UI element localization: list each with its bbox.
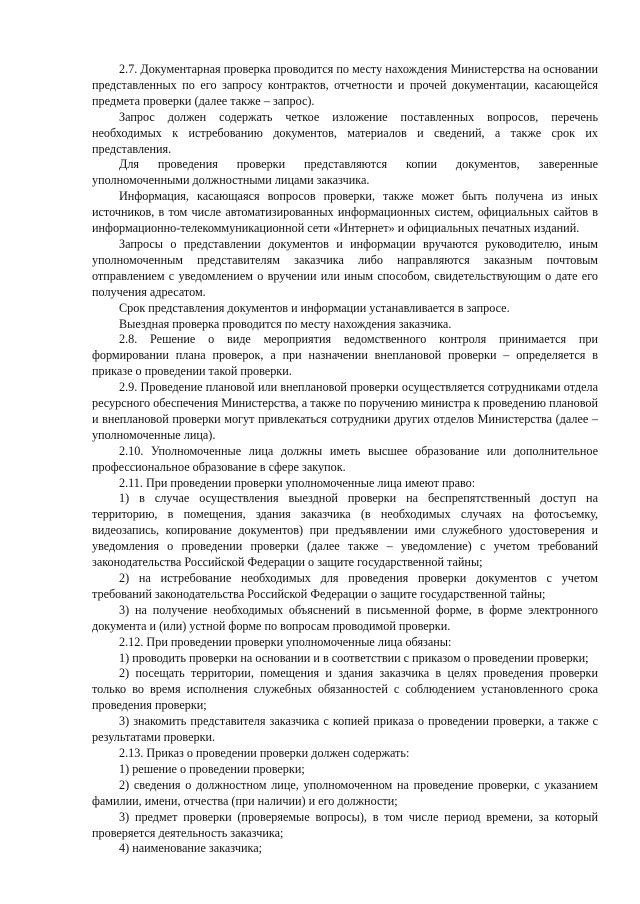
list-item-2-13-1: 1) решение о проведении проверки; <box>119 761 305 776</box>
list-item-2-13-2: 2) сведения о должностном лице, уполномоченном на проведение проверки, с указанием фамилии, имени, отчества (при наличии) и его должности; <box>92 777 598 808</box>
paragraph-request-delivery: Запросы о представлении документов и информации вручаются руководителю, иным уполномоченным представителям заказчика либо направляются заказным почтовым отправлением с уведомлением о вручении или иным способом, свидетельствующим о дате его получения адресатом. <box>92 236 598 299</box>
list-item-2-11-3: 3) на получение необходимых объяснений в письменной форме, в форме электронного документа и (или) устной форме по вопросам проводимой проверки. <box>92 602 598 633</box>
paragraph-2-11: 2.11. При проведении проверки уполномоченные лица имеют право: <box>119 475 476 490</box>
document-page <box>92 62 598 857</box>
paragraph-2-7: 2.7. Документарная проверка проводится по месту нахождения Министерства на основании представленных по его запросу контрактов, отчетности и прочей документации, касающейся предмета проверки (далее также – запрос). <box>92 62 598 108</box>
paragraph-2-13: 2.13. Приказ о проведении проверки должен содержать: <box>119 745 410 760</box>
paragraph-2-8: 2.8. Решение о виде мероприятия ведомственного контроля принимается при формировании плана проверок, а при назначении внеплановой проверки – определяется в приказе о проведении такой проверки. <box>92 332 598 379</box>
list-item-2-12-1: 1) проводить проверки на основании и в соответствии с приказом о проведении проверки; <box>119 650 589 665</box>
paragraph-information-sources: Информация, касающаяся вопросов проверки, также может быть получена из иных источников, в том числе автоматизированных информационных систем, официальных сайтов в информационно-телекоммуникационной сети «Интернет» и официальных печатных изданий. <box>92 189 598 236</box>
list-item-2-13-4: 4) наименование заказчика; <box>119 841 263 856</box>
list-item-2-11-1: 1) в случае осуществления выездной проверки на беспрепятственный доступ на территорию, в помещения, здания заказчика (в необходимых случаях на фотосъемку, видеозапись, копирование документов) при предъявлении ими служебного удостоверения и уведомления о проведении проверки (далее также – уведомление) с учетом требований законодательства Российской Федерации о защите государственной тайны; <box>92 491 598 570</box>
list-item-2-11-2: 2) на истребование необходимых для проведения проверки документов с учетом требований законодательства Российской Федерации о защите государственной тайны; <box>92 571 598 601</box>
paragraph-document-copies: Для проведения проверки представляются копии документов, заверенные уполномоченными должностными лицами заказчика. <box>92 157 598 188</box>
paragraph-2-10: 2.10. Уполномоченные лица должны иметь высшее образование или дополнительное профессиональное образование в сфере закупок. <box>92 443 598 474</box>
paragraph-onsite-inspection: Выездная проверка проводится по месту нахождения заказчика. <box>119 316 452 331</box>
paragraph-request-content: Запрос должен содержать четкое изложение поставленных вопросов, перечень необходимых к истребованию документов, материалов и сведений, а также срок их представления. <box>92 109 598 156</box>
list-item-2-12-3: 3) знакомить представителя заказчика с копией приказа о проведении проверки, а также с результатами проверки. <box>92 714 598 745</box>
paragraph-2-12: 2.12. При проведении проверки уполномоченные лица обязаны: <box>119 634 452 649</box>
list-item-2-12-2: 2) посещать территории, помещения и здания заказчика в целях проведения проверки только во время исполнения служебных обязанностей с соблюдением установленного срока проведения проверки; <box>92 666 598 713</box>
paragraph-2-9: 2.9. Проведение плановой или внеплановой проверки осуществляется сотрудниками отдела ресурсного обеспечения Министерства, а также по поручению министра к проведению плановой и внеплановой проверки могут привлекаться сотрудники других отделов Министерства (далее – уполномоченные лица). <box>92 380 598 442</box>
paragraph-deadline: Срок представления документов и информации устанавливается в запросе. <box>119 300 510 315</box>
list-item-2-13-3: 3) предмет проверки (проверяемые вопросы), в том числе период времени, за который проверяется деятельность заказчика; <box>92 809 598 840</box>
